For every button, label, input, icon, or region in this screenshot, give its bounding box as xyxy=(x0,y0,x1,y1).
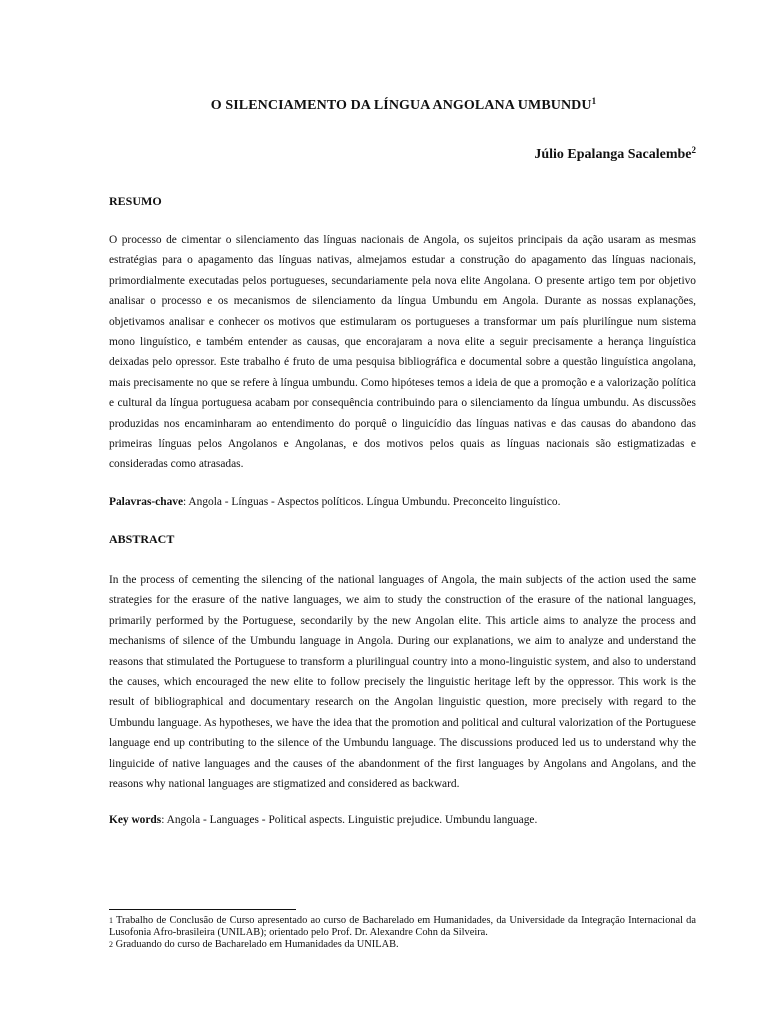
author-name xyxy=(109,147,696,163)
resumo-keywords-text: : Angola - Línguas - Aspectos políticos. Língua Umbundu. Preconceito linguístico. xyxy=(183,495,561,508)
paper-title-text: O SILENCIAMENTO DA LÍNGUA ANGOLANA UMBUNDU xyxy=(210,98,592,113)
footnote-1-mark: 1 xyxy=(109,916,113,925)
paper-title xyxy=(109,98,696,114)
abstract-heading: ABSTRACT xyxy=(109,531,175,546)
footnote-2 xyxy=(109,939,696,951)
page-body xyxy=(109,98,696,826)
footnotes xyxy=(109,909,696,951)
abstract-keywords-label: Key words xyxy=(109,814,162,827)
footnote-2-mark: 2 xyxy=(109,940,113,949)
abstract-keywords xyxy=(109,814,696,826)
author-footnote-mark: 2 xyxy=(691,145,696,155)
footnote-divider xyxy=(109,909,296,910)
resumo-keywords-label: Palavras-chave xyxy=(109,495,184,508)
footnote-1 xyxy=(109,915,696,939)
resumo-keywords xyxy=(109,496,696,508)
footnote-1-text: Trabalho de Conclusão de Curso apresentado ao curso de Bacharelado em Humanidades, da Universidade da Integração Internacional da Lusofonia Afro-brasileira (UNILAB); orientado pelo Prof. Dr. Alexandre Cohn da Silveira. xyxy=(109,915,696,938)
abstract-keywords-text: : Angola - Languages - Political aspects. Linguistic prejudice. Umbundu language. xyxy=(161,814,538,827)
author-name-text: Júlio Epalanga Sacalembe xyxy=(534,147,692,162)
abstract-text: In the process of cementing the silencing of the national languages of Angola, the main subjects of the action used the same strategies for the erasure of the native languages, we aim to study the construction of the erasure of the national languages, primarily performed by the Portuguese, secondarily by the new Angolan elite. This article aims to analyze the process and mechanisms of silence of the Umbundu language in Angola. During our explanations, we aim to analyze and understand the reasons that stimulated the Portuguese to transform a plurilingual country into a mono-linguistic system, and also to understand the causes, which encouraged the new elite to follow precisely the linguistic heritage left by the oppressor. This work is the result of bibliographical and documentary research on the Angolan linguistic question, more precisely with regard to the Umbundu language. As hypotheses, we have the idea that the promotion and political and cultural valorization of the Portuguese language end up contributing to the silence of the Umbundu language. The discussions produced led us to understand why the linguicide of native languages and the causes of the abandonment of the first languages by Angolans and Angolans, and the reasons why national languages are stigmatized and considered as backward. xyxy=(109,573,696,790)
resumo-text: O processo de cimentar o silenciamento das línguas nacionais de Angola, os sujeitos principais da ação usaram as mesmas estratégias para o apagamento das línguas nativas, almejamos estudar a construção do apagamento das línguas nacionais, primordialmente executadas pelos portugueses, secundariamente pela nova elite Angolana. O presente artigo tem por objetivo analisar o processo e os mecanismos de silenciamento da língua Umbundu em Angola. Durante as nossas explanações, objetivamos analisar e conhecer os motivos que estimularam os portugueses a transformar um país plurilíngue num sistema mono linguístico, e também entender as causas, que encorajaram a nova elite a seguir precisamente a herança linguística deixadas pelo opressor. Este trabalho é fruto de uma pesquisa bibliográfica e documental sobre a questão linguística angolana, mais precisamente no que se refere à língua umbundu. Como hipóteses temos a ideia de que a promoção e a valorização política e cultural da língua portuguesa acabam por consequência contribuindo para o silenciamento da língua umbundu. As discussões produzidas nos encaminharam ao entendimento do porquê o linguicídio das línguas nativas e das causas do abandono das primeiras línguas pelos Angolanos e Angolanas, e dos motivos pelos quais as línguas nacionais são estigmatizadas e consideradas como atrasadas. xyxy=(109,234,696,471)
footnote-2-text: Graduando do curso de Bacharelado em Humanidades da UNILAB. xyxy=(113,939,399,950)
resumo-heading: RESUMO xyxy=(109,194,162,208)
title-footnote-mark: 1 xyxy=(591,96,597,106)
